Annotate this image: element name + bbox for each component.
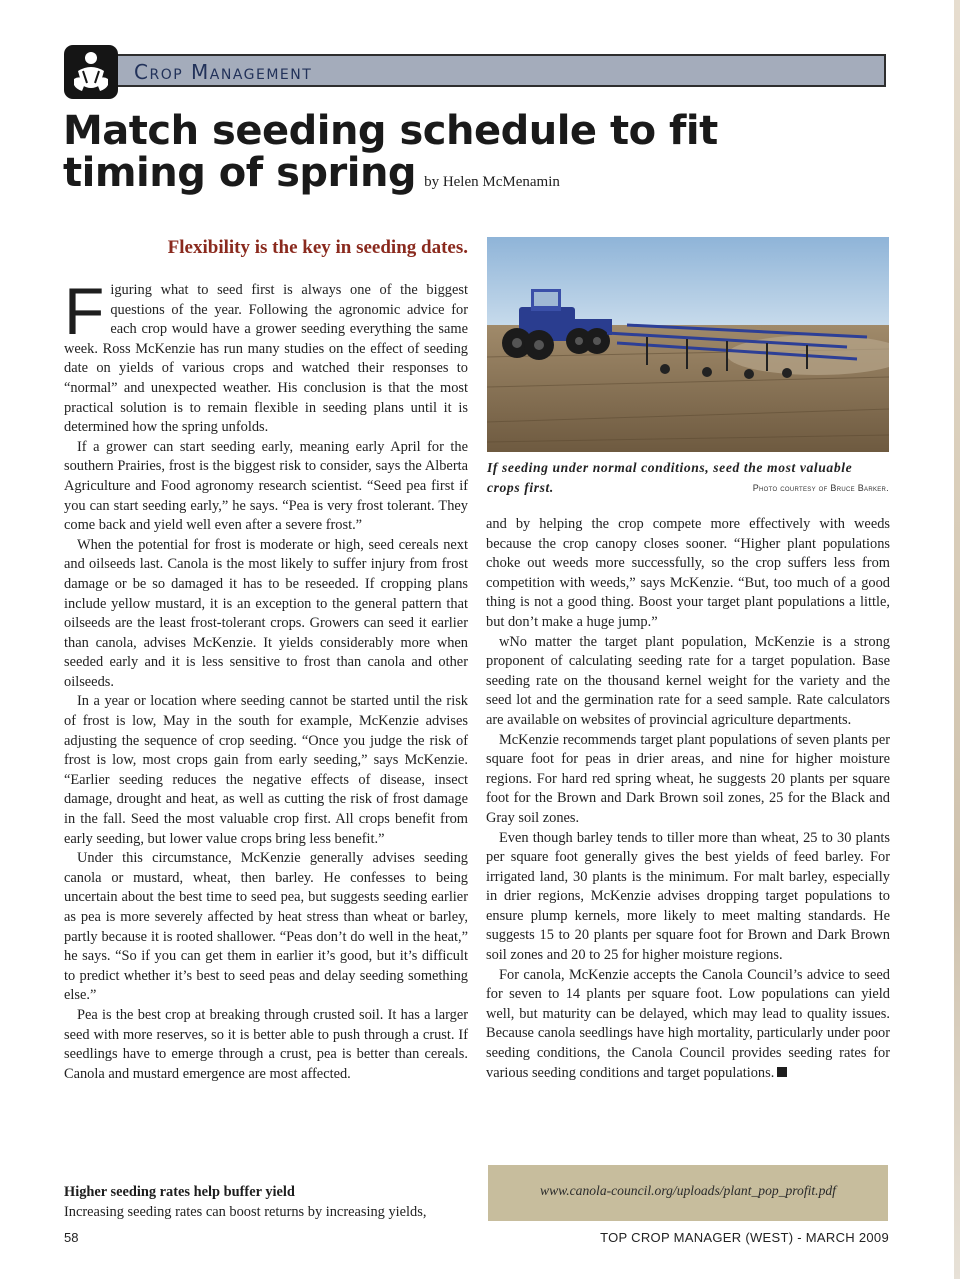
- headline-line-2: timing of spring: [63, 150, 417, 196]
- paragraph-text: iguring what to seed first is always one of the biggest questions of the year. Following the agronomic advice for each crop would have a grower seeding everything the same week. Ross McKenzie has run many studies on the effect of seeding date on yields of various crops and watched their responses to “normal” and unexpected weather. His conclusion is that the most practical solution is to remain flexible in seeding plans until it is determined how the spring unfolds.: [64, 282, 468, 436]
- article-deck: Flexibility is the key in seeding dates.: [167, 237, 468, 258]
- paragraph: If a grower can start seeding early, meaning early April for the southern Prairies, frost is the biggest risk to consider, says the Alberta Agriculture and Food agronomy research scientist. “Seed pea first if you can start seeding early,” he says. “Pea is very frost tolerant. They come back and yield well even after a severe frost.”: [64, 438, 468, 534]
- paragraph-text: For canola, McKenzie accepts the Canola Council’s advice to seed for seven to 14 plants per square foot. Low populations can yield well, but maturity can be delayed, which may lead to quality issues. Because canola seedlings have high mortality, particularly under poor seeding conditions, the Canola Council provides seeding rates for various seeding conditions and target populations.: [486, 966, 890, 1081]
- right-column: [486, 515, 890, 1083]
- section-title: Crop Management: [134, 60, 313, 84]
- paragraph-final: [486, 966, 890, 1084]
- farmer-emblem-icon: [64, 45, 118, 99]
- section-banner: [118, 54, 886, 87]
- photo-caption: If seeding under normal conditions, seed the most valuable crops first.: [487, 460, 853, 495]
- paragraph: McKenzie recommends target plant populations of seven plants per square foot for peas in drier areas, and nine for higher moisture regions. For hard red spring wheat, he suggests 20 plants per square foot for the Brown and Dark Brown soil zones, 25 for the Black and Gray soil zones.: [486, 731, 890, 826]
- page-edge-strip: [954, 0, 960, 1279]
- left-column: [64, 274, 468, 1084]
- byline: by Helen McMenamin: [424, 174, 560, 190]
- reference-link[interactable]: www.canola-council.org/uploads/plant_pop_profit.pdf: [540, 1183, 836, 1198]
- reference-link-box: [488, 1165, 888, 1221]
- subsection-heading: Higher seeding rates help buffer yield: [64, 1184, 295, 1200]
- paragraph: When the potential for frost is moderate or high, seed cereals next and oilseeds last. Canola is the most likely to suffer injury from frost damage or be so damaged it has to be reseeded. If cropping plans include yellow mustard, it is an exception to the general pattern that oilseeds are the least frost-tolerant crops. Growers can seed it earlier than canola, advises McKenzie. It yields considerably more when seeded early and it is less sensitive to frost than canola and other oilseeds.: [64, 536, 468, 690]
- paragraph: wNo matter the target plant population, McKenzie is a strong proponent of calculating seeding rate for a target population. Base seeding rate on the thousand kernel weight for the variety and the seed lot and the germination rate for a seed sample. Rate calculators are available on websites of provincial agriculture departments.: [486, 633, 890, 728]
- paragraph: Under this circumstance, McKenzie generally advises seeding canola or mustard, wheat, then barley. He confesses to being uncertain about the best time to seed pea, but suggests seeding earlier as pea is more severely affected by heat stress than wheat or barley, partly because it is rooted shallower. “Peas don’t do well in the heat,” he says. “So if you can get them in earlier it’s good, but it’s difficult to predict whether it’s best to seed peas and delay seeding something else.”: [64, 850, 468, 1004]
- end-of-article-square-icon: [777, 1067, 787, 1077]
- paragraph: In a year or location where seeding cannot be started until the risk of frost is low, May in the south for example, McKenzie advises adjusting the sequence of crop seeding. “Once you judge the risk of frost is low, most crops gain from early seeding,” says McKenzie. “Earlier seeding reduces the negative effects of disease, insect damage, drought and heat, as well as cutting the risk of frost damage in the fall. Seed the most valuable crop first. All crops benefit from early seeding, but lower value crops bring less benefit.”: [64, 693, 468, 847]
- paragraph: and by helping the crop compete more effectively with weeds because the crop canopy closes sooner. “Higher plant populations choke out weeds more successfully, so the crop suffers less from competition with weeds,” says McKenzie. “But, too much of a good thing is not a good thing. Boost your target plant populations a little, but don’t make a huge jump.”: [486, 516, 890, 630]
- paragraph-intro: [64, 274, 468, 438]
- photo-credit: Photo courtesy of Bruce Barker.: [752, 483, 889, 493]
- tractor-seeding-photo: [487, 237, 889, 452]
- page-number: 58: [64, 1230, 79, 1245]
- drop-cap: F: [64, 274, 105, 348]
- paragraph: Even though barley tends to tiller more than wheat, 25 to 30 plants per square foot generally gives the best yields of feed barley. For irrigated land, 30 plants is the minimum. For malt barley, especially in drier regions, McKenzie advises dropping target populations to ensure plump kernels, more likely to meet malting standards. He suggests 15 to 20 plants per square foot for Brown and Dark Brown soil zones and 20 to 25 for higher moisture regions.: [486, 829, 890, 964]
- article-headline: [63, 110, 863, 203]
- headline-line-1: Match seeding schedule to fit: [63, 108, 718, 154]
- magazine-footer: TOP CROP MANAGER (WEST) - MARCH 2009: [600, 1230, 889, 1245]
- paragraph: Pea is the best crop at breaking through crusted soil. It has a larger seed with more reserves, so it is better able to push through a crust. If seedlings have to emerge through a crust, pea is better than cereals. Canola and mustard emergence are most affected.: [64, 1006, 468, 1082]
- subsection-text: Increasing seeding rates can boost returns by increasing yields,: [64, 1204, 427, 1220]
